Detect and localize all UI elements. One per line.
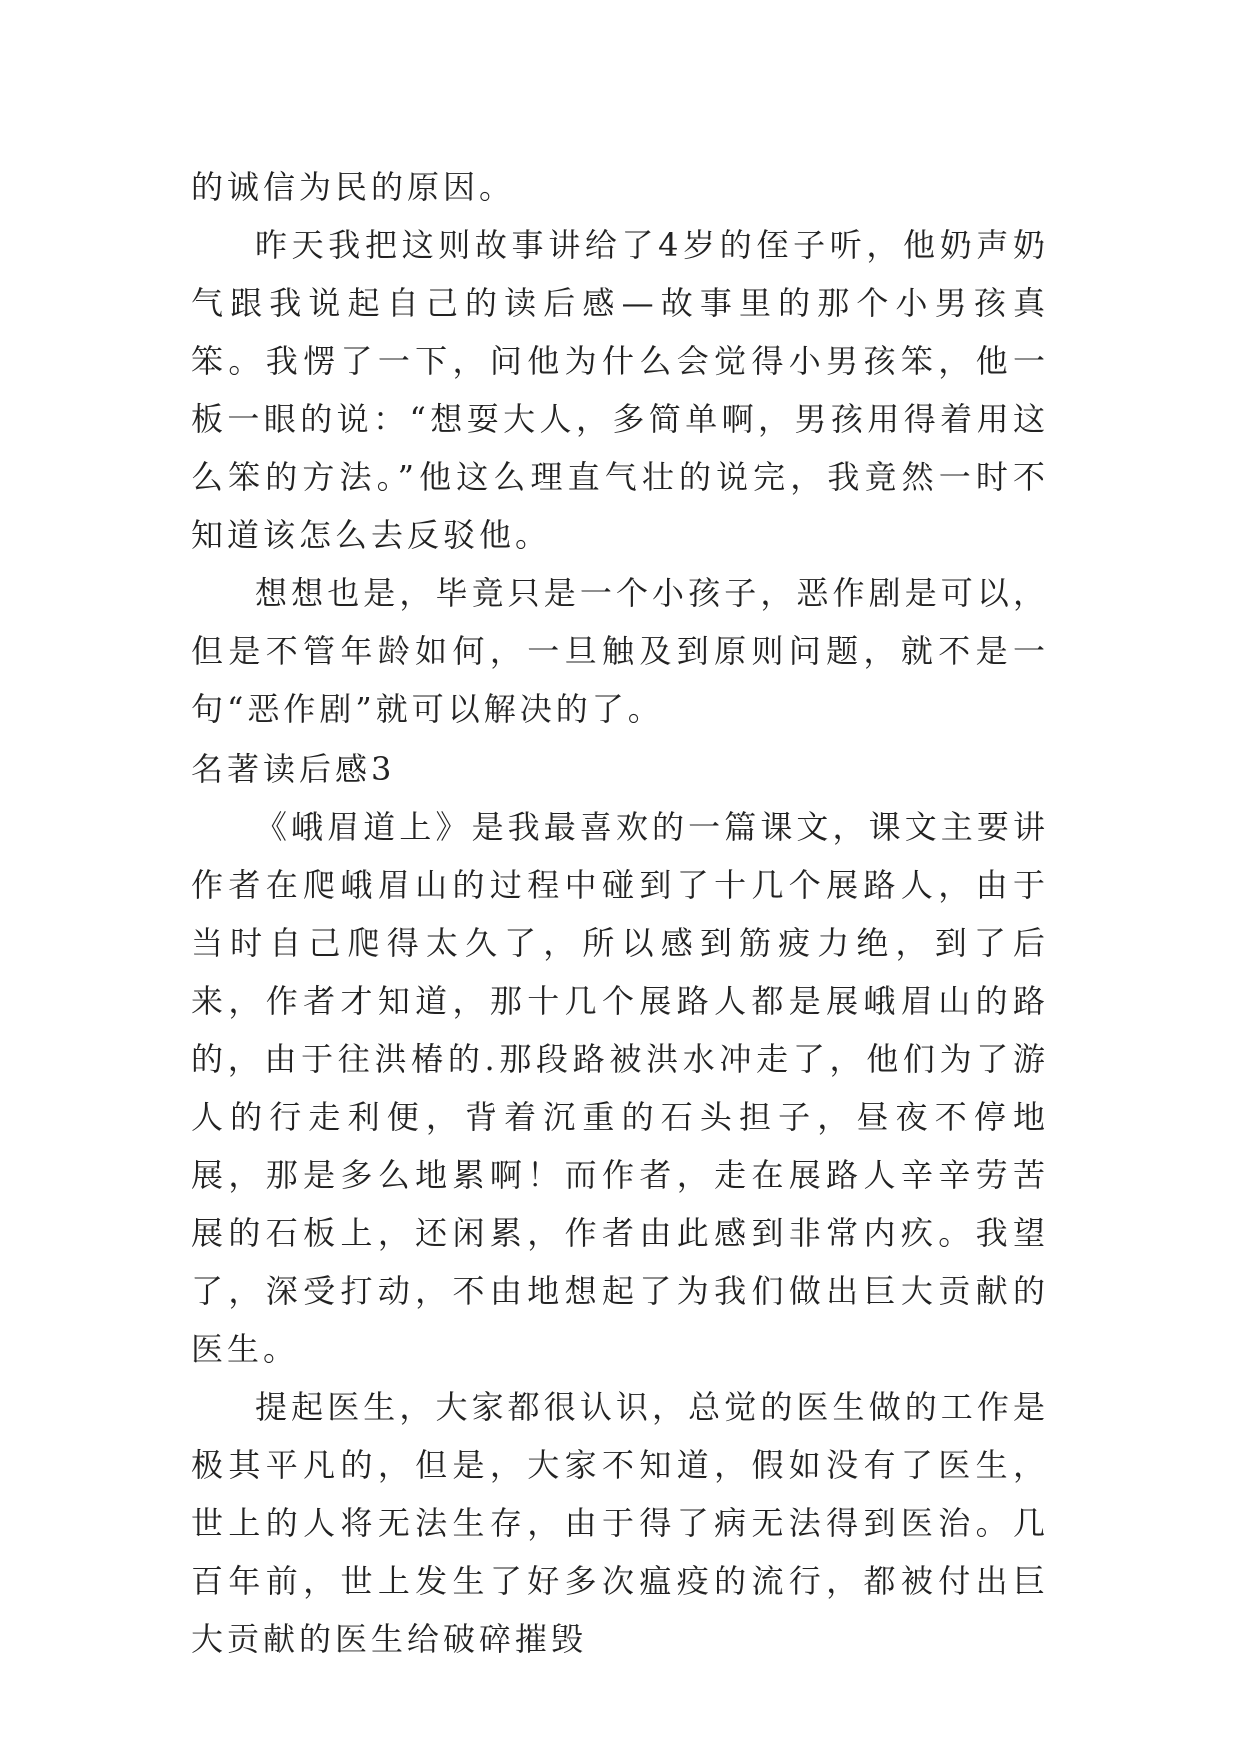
paragraph: 的诚信为民的原因。 (191, 168, 516, 206)
paragraph: 想想也是，毕竟只是一个小孩子，恶作剧是可以，但是不管年龄如何，一旦触及到原则问题，就不是一句“恶作剧”就可以解决的了。 (191, 574, 1049, 728)
paragraph: 《峨眉道上》是我最喜欢的一篇课文，课文主要讲作者在爬峨眉山的过程中碰到了十几个展路人，由于当时自己爬得太久了，所以感到筋疲力绝，到了后来，作者才知道，那十几个展路人都是展峨眉山的路的，由于往洪椿的.那段路被洪水冲走了，他们为了游人的行走利便，背着沉重的石头担子，昼夜不停地展，那是多么地累啊！而作者，走在展路人辛辛劳苦展的石板上，还闲累，作者由此感到非常内疚。我望了，深受打动，不由地想起了为我们做出巨大贡献的医生。 (191, 808, 1049, 1368)
section-heading: 名著读后感3 (191, 750, 396, 788)
paragraph: 提起医生，大家都很认识，总觉的医生做的工作是极其平凡的，但是，大家不知道，假如没有了医生，世上的人将无法生存，由于得了病无法得到医治。几百年前，世上发生了好多次瘟疫的流行，都被付出巨大贡献的医生给破碎摧毁 (191, 1388, 1049, 1658)
paragraph: 昨天我把这则故事讲给了4岁的侄子听，他奶声奶气跟我说起自己的读后感—故事里的那个小男孩真笨。我愣了一下，问他为什么会觉得小男孩笨，他一板一眼的说：“想耍大人，多简单啊，男孩用得着用这么笨的方法。”他这么理直气壮的说完，我竟然一时不知道该怎么去反驳他。 (191, 226, 1049, 554)
previous-section (191, 158, 1049, 738)
section-3 (191, 740, 1049, 1668)
